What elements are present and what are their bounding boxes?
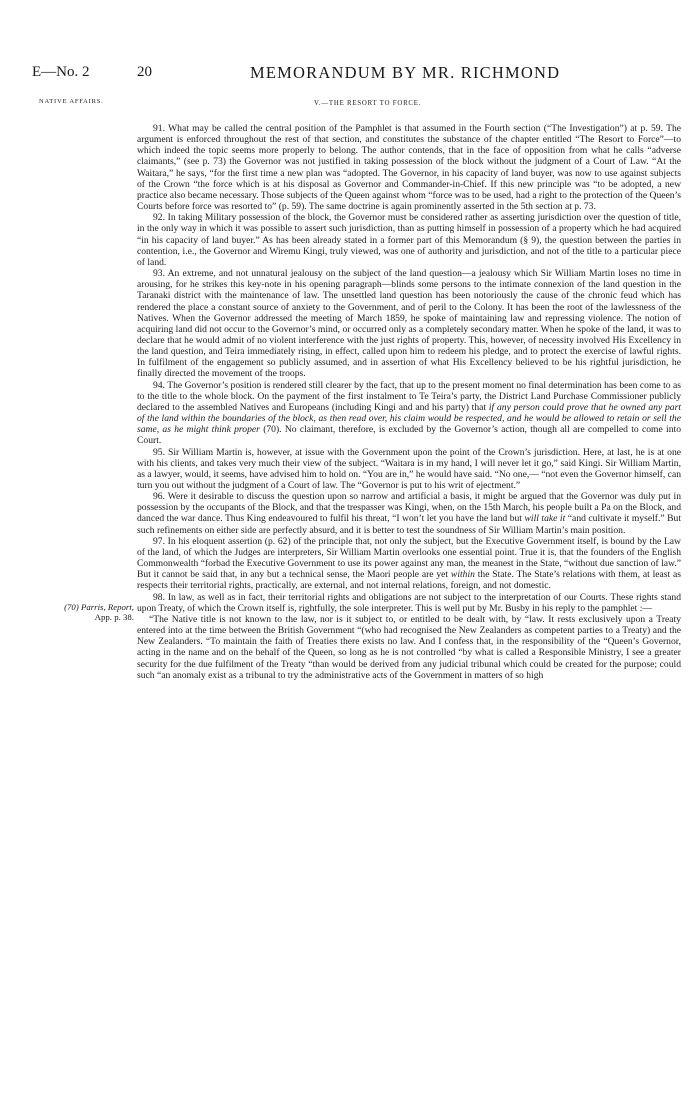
paragraph-94-quote: if any person could prove that he owned any part of the land within the boundaries of the block, as then read over, his claim would be respected, and he would be allowed to retain or sell the same, as he might think proper [137,401,681,436]
paragraph-96-end: “and cultivate it myself.” But such refinements on either side are perfectly absurd, and it is better to test the soundness of Sir William Martin’s main position. [137,513,681,536]
paragraph-95: 95. Sir William Martin is, however, at issue with the Government upon the point of the Crown’s jurisdiction. Here, at last, he is at one with his clients, and takes very much their view of the subject. “Waitara is in my hand, I will never let it go,” said Kingi. Sir William Martin, as a lawyer, would, it seems, have advised him to hold on. “You are in,” he would have said. “No one,— “not even the Governor himself, can turn you out without the judgment of a Court of law. The “Governor is put to his writ of ejectment.” [137,446,681,491]
paper-number: E—No. 2 [32,64,90,80]
margin-heading: NATIVE AFFAIRS. [39,98,104,105]
body-text [137,123,681,681]
paragraph-94-text: 94. The Governor’s position is rendered still clearer by the fact, that up to the present moment no final determination has been come to as to the title to the whole block. On the payment of the first instalment to Te Teira’s party, the District Land Purchase Commissioner publicly declared to the assembled Natives and Europeans (including Kingi and and his party) that [137,379,681,413]
section-heading: V.—THE RESORT TO FORCE. [314,100,422,107]
busby-quotation: “The Native title is not known to the law, nor is it subject to, or entitled to be dealt with, by “law. It rests exclusively upon a Treaty entered into at the time between the British Government “(who had recognised the New Zealanders as competent parties to a Treaty) and the New Zealanders. “To maintain the faith of Treaties there exists no law. And I confess that, in the responsibility of the “Queen’s Governor, acting in the name and on the behalf of the Queen, so long as he is not controlled “by what is called a Responsible Ministry, I see a greater security for the due fulfilment of the Treaty “than would be derived from any judicial tribunal which could be created for the purpose; could such “an anomaly exist as a tribunal to try the administrative acts of the Government in matters of so high [137,613,681,681]
paragraph-96-text: 96. Were it desirable to discuss the question upon so narrow and artificial a basis, it might be argued that the Governor was duly put in possession by the occupants of the Block, and that the trespasser was Kingi, when, on the 15th March, his people built a Pa on the Block, and danced the war dance. Thus King endeavoured to fulfil his threat, “I won’t let you have the land but [137,491,681,525]
paragraph-92: 92. In taking Military possession of the block, the Governor must be considered rather as asserting jurisdiction over the question of title, in the only way in which it was possible to assert such jurisdiction, than as putting himself in possession of a property which he had acquired “in his capacity of land buyer.” As has been already stated in a former part of this Memorandum (§ 9), the question between the parties in contention, i.e., the Governor and Wiremu Kingi, truly viewed, was one of authority and jurisdiction, and not of the title to a particular piece of land. [137,212,681,268]
margin-note [30,602,134,622]
paragraph-97-text: 97. In his eloquent assertion (p. 62) of the principle that, not only the subject, but the Executive Government itself, is bound by the Law of the land, of which the Judges are interpreters, Sir William Martin overlooks one essential point. True it is, that the founders of the English Commonwealth “forbad the Executive Government to use its power against any man, the meanest in the State, “without due sanction of law.” But it cannot be said that, in any but a technical sense, the Maori people are yet [137,535,681,581]
paragraph-91: 91. What may be called the central position of the Pamphlet is that assumed in the Fourth section (“The Investigation”) at p. 59. The argument is enforced throughout the rest of that section, and constitutes the substance of the chapter entitled “The Resort to Force”—to which indeed the topic seems more properly to belong. The author contends, that in the face of opposition from what he calls “adverse claimants,” (see p. 73) the Governor was not justified in taking possession of the block without the judgment of a Court of Law. “At the Waitara,” he says, “for the first time a new plan was “adopted. The Governor, in his capacity of land buyer, was now to use against subjects of the Crown “the force which is at his disposal as Governor and Commander-in-Chief. If this new principle was “to be adopted, a new practice also became necessary. Those subjects of the Queen against whom “force was to be used, had a right to the protection of the Queen’s Courts before force was resorted to” (p. 59). The same doctrine is again prominently asserted in the 5th section at p. 73. [137,123,681,213]
paragraph-94-end: (70). No claimant, therefore, is excluded by the Governor’s action, though all are compelled to come into Court. [137,424,681,447]
paragraph-96-emphasis: will take it [524,513,566,525]
paragraph-94 [137,380,681,447]
paragraph-97 [137,536,681,592]
paragraph-98: 98. In law, as well as in fact, their territorial rights and obligations are not subject to the interpretation of our Courts. These rights stand upon Treaty, of which the Crown itself is, rightfully, the sole interpreter. This is well put by Mr. Busby in his reply to the pamphlet :— [137,591,681,614]
page-number: 20 [137,64,152,80]
paragraph-97-emphasis: within [450,569,475,581]
page-title: MEMORANDUM BY MR. RICHMOND [250,63,561,82]
margin-note-reference: (70) Parris, Report, [64,602,134,612]
margin-note-page: App. p. 38. [94,612,134,623]
paragraph-93: 93. An extreme, and not unnatural jealousy on the subject of the land question—a jealousy which Sir William Martin loses no time in arousing, for he strikes this key-note in his opening paragraph—blinds some persons to the intimate connexion of the land question in the Taranaki district with the maintenance of law. The unsettled land question has been notoriously the cause of the chronic feud which has rendered the place a constant source of anxiety to the Government, and of peril to the Colony. It has been the root of the lawlessness of the Natives. When the Governor addressed the meeting of March 1859, he spoke of maintaining law and repressing violence. The notion of acquiring land did not occur to the Governor’s mind, or occurred only as a completely secondary matter. When he spoke of the land, it was to declare that he would admit of no violent interference with the just rights of property. This, however, of necessity involved His Excellency in the land question, and Teira immediately rising, in effect, called upon him to redeem his pledge, and to protect the exercise of lawful rights. In fulfilment of the engagement so publicly assumed, and in assertion of what His Excellency believed to be his rightful jurisdiction, he finally directed the movement of the troops. [137,268,681,380]
paragraph-97-end: the State. The State’s relations with them, at least as respects their territorial rights, practically, are external, and not internal relations, foreign, and not domestic. [137,569,681,592]
paragraph-96 [137,491,681,536]
